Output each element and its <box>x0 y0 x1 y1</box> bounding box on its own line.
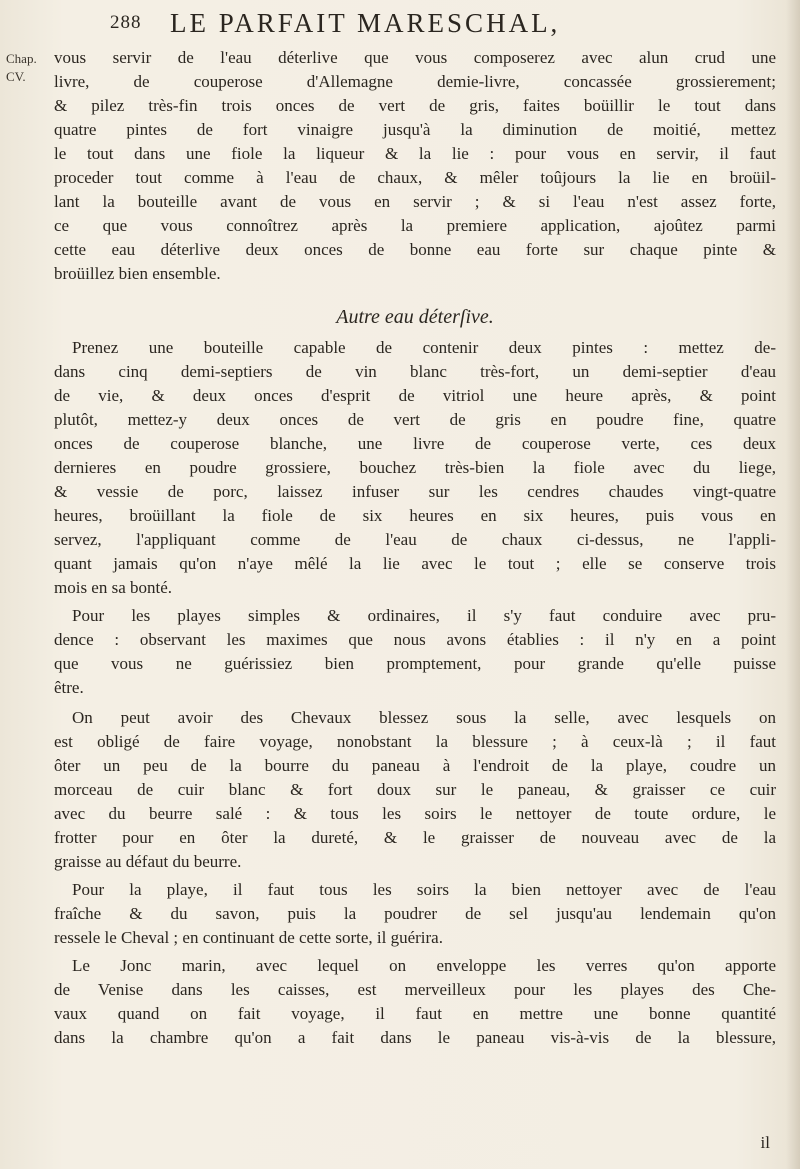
text-line: morceau de cuir blanc & fort doux sur le paneau, & graisser ce cuir <box>54 780 776 799</box>
text-line: Pour les playes simples & ordinaires, il s'y faut conduire avec pru- <box>72 606 776 625</box>
text-line: On peut avoir des Chevaux blessez sous la selle, avec lesquels on <box>72 708 776 727</box>
page-fold-shadow <box>786 0 800 1169</box>
margin-chapter-label: Chap. <box>6 51 37 66</box>
text-line: Le Jonc marin, avec lequel on enveloppe les verres qu'on apporte <box>72 956 776 975</box>
text-line: ôter un peu de la bourre du paneau à l'endroit de la playe, coudre un <box>54 756 776 775</box>
section-heading: Autre eau déterſive. <box>336 306 494 328</box>
text-line: frotter pour en ôter la dureté, & le graisser de nouveau avec de la <box>54 828 776 847</box>
text-line: quant jamais qu'on n'aye mêlé la lie avec le tout ; elle se conserve trois <box>54 554 776 573</box>
paragraph-1 <box>54 46 776 286</box>
text-line: dernieres en poudre grossiere, bouchez très-bien la fiole avec du liege, <box>54 458 776 477</box>
text-line: avec du beurre salé : & tous les soirs le nettoyer de toute ordure, le <box>54 804 776 823</box>
text-line: est obligé de faire voyage, nonobstant la blessure ; à ceux-là ; il faut <box>54 732 776 751</box>
text-line: proceder tout comme à l'eau de chaux, & mêler toûjours la lie en broüil- <box>54 168 776 187</box>
running-title: LE PARFAIT MARESCHAL, <box>170 8 561 38</box>
text-line: livre, de couperose d'Allemagne demie-livre, concassée grossierement; <box>54 72 776 91</box>
text-line: heures, broüillant la fiole de six heures en six heures, puis vous en <box>54 506 776 525</box>
paragraph-3 <box>54 604 776 700</box>
paragraph-4 <box>54 706 776 874</box>
text-line: vaux quand on fait voyage, il faut en mettre une bonne quantité <box>54 1004 776 1023</box>
text-line: plutôt, mettez-y deux onces de vert de gris en poudre fine, quatre <box>54 410 776 429</box>
text-line: mois en sa bonté. <box>54 578 173 597</box>
page-number: 288 <box>110 12 142 33</box>
text-line: de Venise dans les caisses, est merveilleux pour les playes des Che- <box>54 980 776 999</box>
chapter-margin-note <box>6 50 46 86</box>
text-line: que vous ne guérissiez bien promptement, pour grande qu'elle puisse <box>54 654 776 673</box>
text-line: cette eau déterlive deux onces de bonne eau forte sur chaque pinte & <box>54 240 776 259</box>
text-line: fraîche & du savon, puis la poudrer de sel jusqu'au lendemain qu'on <box>54 904 776 923</box>
text-line: le tout dans une fiole la liqueur & la lie : pour vous en servir, il faut <box>54 144 776 163</box>
text-line: ce que vous connoîtrez après la premiere application, ajoûtez parmi <box>54 216 776 235</box>
text-line: & vessie de porc, laissez infuser sur les cendres chaudes vingt-quatre <box>54 482 776 501</box>
catchword: il <box>760 1133 770 1152</box>
text-line: de vie, & deux onces d'esprit de vitriol une heure après, & point <box>54 386 776 405</box>
text-line: broüillez bien ensemble. <box>54 264 221 283</box>
body-text <box>54 46 776 1050</box>
text-line: Pour la playe, il faut tous les soirs la bien nettoyer avec de l'eau <box>72 880 776 899</box>
paragraph-5 <box>54 878 776 950</box>
text-line: & pilez très-fin trois onces de vert de gris, faites boüillir le tout dans <box>54 96 776 115</box>
text-line: dans la chambre qu'on a fait dans le paneau vis-à-vis de la blessure, <box>54 1028 776 1047</box>
text-line: dans cinq demi-septiers de vin blanc très-fort, un demi-septier d'eau <box>54 362 776 381</box>
paragraph-2 <box>54 336 776 600</box>
text-line: vous servir de l'eau déterlive que vous composerez avec alun crud une <box>54 48 776 67</box>
text-line: servez, l'appliquant comme de l'eau de chaux ci-dessus, ne l'appli- <box>54 530 776 549</box>
text-line: graisse au défaut du beurre. <box>54 852 242 871</box>
paragraph-6 <box>54 954 776 1050</box>
text-line: lant la bouteille avant de vous en servir ; & si l'eau n'est assez forte, <box>54 192 776 211</box>
text-line: quatre pintes de fort vinaigre jusqu'à la diminution de moitié, mettez <box>54 120 776 139</box>
text-line: être. <box>54 678 84 697</box>
text-line: dence : observant les maximes que nous avons établies : il n'y en a point <box>54 630 776 649</box>
text-line: Prenez une bouteille capable de contenir deux pintes : mettez de- <box>72 338 776 357</box>
text-line: ressele le Cheval ; en continuant de cette sorte, il guérira. <box>54 928 443 947</box>
margin-chapter-number: CV. <box>6 69 26 84</box>
text-line: onces de couperose blanche, une livre de couperose verte, ces deux <box>54 434 776 453</box>
page-header <box>110 8 770 44</box>
